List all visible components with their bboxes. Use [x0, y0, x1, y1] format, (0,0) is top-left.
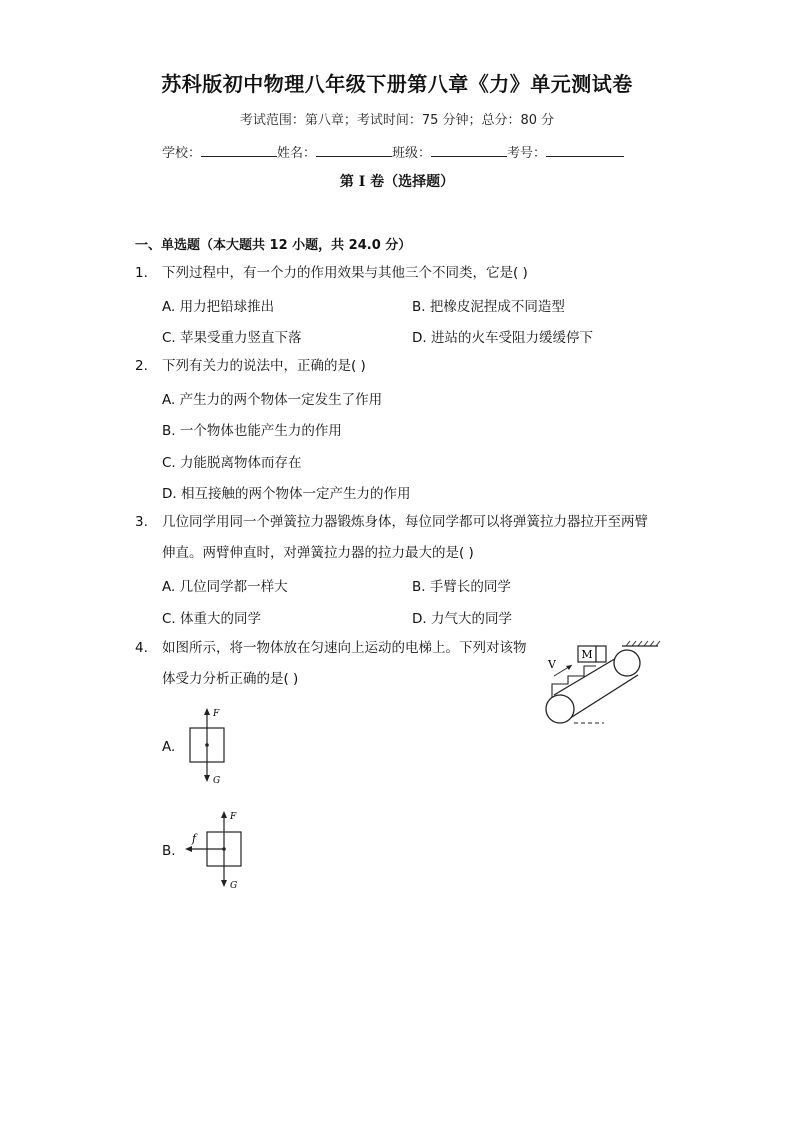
q3-option-d[interactable]: D. 力气大的同学: [412, 611, 512, 627]
name-label: 姓名：: [277, 146, 317, 161]
escalator-figure: [540, 638, 665, 730]
q1-option-b[interactable]: B. 把橡皮泥捏成不同造型: [412, 299, 565, 315]
label-g: G: [230, 881, 238, 891]
label-g: G: [213, 776, 221, 786]
label-friction: f: [192, 832, 197, 845]
page-title: 苏科版初中物理八年级下册第八章《力》单元测试卷: [161, 72, 633, 96]
question-number: 1.: [135, 265, 148, 281]
question-stem-line-1: 如图所示，将一物体放在匀速向上运动的电梯上。下列对该物: [162, 640, 527, 656]
q2-option-c[interactable]: C. 力能脱离物体而存在: [162, 455, 302, 471]
question-stem: 下列过程中，有一个力的作用效果与其他三个不同类，它是( ): [162, 265, 528, 281]
block-label: M: [581, 648, 593, 661]
q3-option-b[interactable]: B. 手臂长的同学: [412, 579, 511, 595]
question-stem-line-1: 几位同学用同一个弹簧拉力器锻炼身体，每位同学都可以将弹簧拉力器拉开至两臂: [162, 514, 648, 530]
label-f: F: [213, 709, 220, 719]
question-3: [135, 507, 665, 569]
question-4: [135, 633, 535, 695]
velocity-label: V: [548, 658, 556, 671]
q2-option-d[interactable]: D. 相互接触的两个物体一定产生力的作用: [162, 486, 411, 502]
number-blank[interactable]: [546, 142, 624, 157]
school-label: 学校：: [162, 146, 202, 161]
class-label: 班级：: [392, 146, 432, 161]
name-blank[interactable]: [316, 142, 392, 157]
question-number: 2.: [135, 358, 148, 374]
class-blank[interactable]: [431, 142, 507, 157]
q4-option-b[interactable]: B.: [162, 843, 176, 859]
force-diagram-b: [180, 808, 255, 892]
q1-option-d[interactable]: D. 进站的火车受阻力缓缓停下: [412, 330, 593, 346]
q3-option-a[interactable]: A. 几位同学都一样大: [162, 579, 288, 595]
question-1: [135, 258, 665, 289]
q4-option-a[interactable]: A.: [162, 739, 176, 755]
question-stem: 下列有关力的说法中，正确的是( ): [162, 358, 366, 374]
question-number: 4.: [135, 640, 148, 656]
q1-option-a[interactable]: A. 用力把铅球推出: [162, 299, 275, 315]
school-blank[interactable]: [201, 142, 277, 157]
section-title: 第 I 卷（选择题）: [339, 174, 455, 190]
question-stem-line-2: 体受力分析正确的是( ): [162, 671, 299, 687]
number-label: 考号：: [507, 146, 547, 161]
part-heading: 一、单选题（本大题共 12 小题，共 24.0 分）: [135, 238, 412, 253]
exam-meta: 考试范围：第八章；考试时间：75 分钟；总分：80 分: [239, 113, 555, 128]
label-f: F: [230, 812, 237, 822]
question-stem-line-2: 伸直。两臂伸直时，对弹簧拉力器的拉力最大的是( ): [162, 545, 474, 561]
force-diagram-a: [180, 705, 240, 787]
student-info: [162, 142, 624, 161]
q1-option-c[interactable]: C. 苹果受重力竖直下落: [162, 330, 302, 346]
q3-option-c[interactable]: C. 体重大的同学: [162, 611, 262, 627]
question-number: 3.: [135, 514, 148, 530]
q2-option-a[interactable]: A. 产生力的两个物体一定发生了作用: [162, 392, 383, 408]
q2-option-b[interactable]: B. 一个物体也能产生力的作用: [162, 423, 342, 439]
question-2: [135, 351, 665, 382]
